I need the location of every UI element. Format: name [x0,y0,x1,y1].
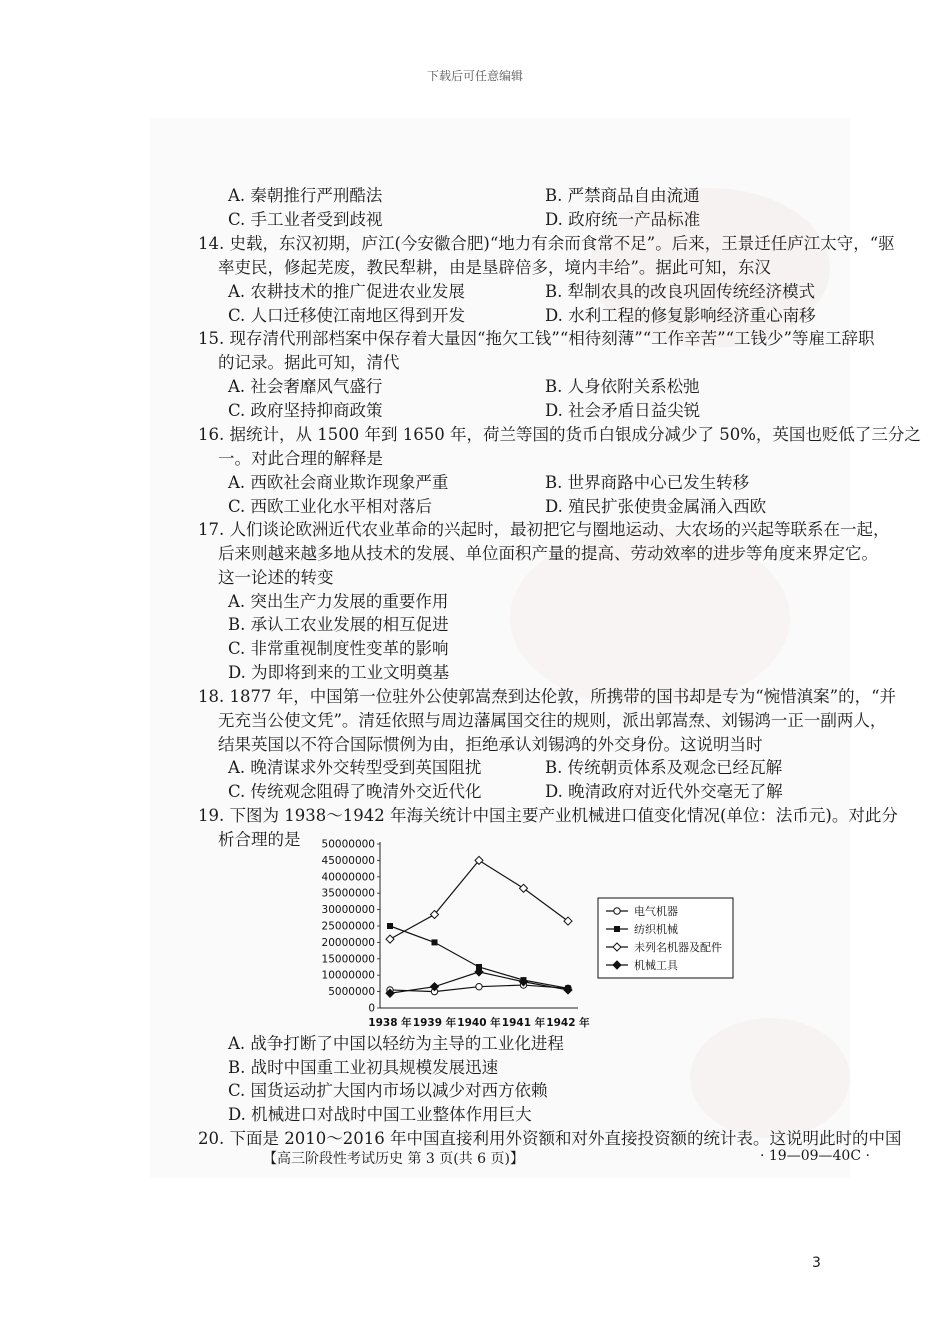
chart-legend [598,898,733,978]
text-line: 16. 据统计，从 1500 年到 1650 年，荷兰等国的货币白银成分减少了 50%，英国也贬低了三分之 [198,425,921,444]
x-tick-label: 1939 年 [412,1017,457,1029]
text-line: C. 政府坚持抑商政策 [228,401,383,420]
text-line: C. 传统观念阻碍了晚清外交近代化 [228,782,482,801]
y-tick-label: 50000000 [321,838,375,851]
text-line: D. 政府统一产品标准 [545,210,701,229]
chart-axes [322,839,591,1030]
text-line: 的记录。据此可知，清代 [218,353,400,372]
series-2 [386,856,572,943]
machinery-import-chart [318,836,738,1031]
series-line [390,926,568,988]
legend-label: 电气机器 [634,905,678,918]
text-line: C. 人口迁移使江南地区得到开发 [228,306,466,325]
text-line: D. 为即将到来的工业文明奠基 [228,663,450,682]
text-line: A. 突出生产力发展的重要作用 [228,592,449,611]
data-point [614,908,620,914]
text-line: A. 农耕技术的推广促进农业发展 [228,282,465,301]
text-line: B. 世界商路中心已发生转移 [545,473,750,492]
text-line: C. 西欧工业化水平相对落后 [228,497,433,516]
x-tick-label: 1941 年 [501,1017,546,1029]
legend-label: 纺织机械 [634,923,678,936]
legend-label: 机械工具 [634,959,678,972]
text-line: B. 犁制农具的改良巩固传统经济模式 [545,282,816,301]
text-line: 19. 下图为 1938～1942 年海关统计中国主要产业机械进口值变化情况(单位：法币元)。对此分 [198,806,898,825]
text-line: D. 机械进口对战时中国工业整体作用巨大 [228,1105,532,1124]
y-tick-label: 15000000 [321,953,375,966]
series-1 [387,923,571,991]
text-line: D. 水利工程的修复影响经济重心南移 [545,306,816,325]
text-line: A. 战争打断了中国以轻纺为主导的工业化进程 [228,1034,564,1053]
text-line: 后来则越来越多地从技术的发展、单位面积产量的提高、劳动效率的进步等角度来界定它。 [218,544,878,563]
y-tick-label: 25000000 [321,920,375,933]
text-line: C. 手工业者受到歧视 [228,210,383,229]
text-line: 析合理的是 [218,830,301,849]
x-tick-label: 1940 年 [457,1017,501,1029]
text-line: A. 晚清谋求外交转型受到英国阻扰 [228,758,482,777]
text-line: B. 承认工农业发展的相互促进 [228,615,449,634]
text-line: 18. 1877 年，中国第一位驻外公使郭嵩焘到达伦敦，所携带的国书却是专为“惋惜滇案”的，“并 [198,687,897,706]
text-line: B. 严禁商品自由流通 [545,186,700,205]
y-tick-label: 10000000 [321,969,375,982]
page-number: 3 [812,1255,821,1271]
y-tick-label: 30000000 [321,904,375,917]
text-line: A. 西欧社会商业欺诈现象严重 [228,473,449,492]
y-tick-label: 0 [368,1002,375,1015]
text-line: 一。对此合理的解释是 [218,449,383,468]
text-line: A. 社会奢靡风气盛行 [228,377,383,396]
text-line: C. 非常重视制度性变革的影响 [228,639,449,658]
text-line: 17. 人们谈论欧洲近代农业革命的兴起时，最初把它与圈地运动、大农场的兴起等联系在一起， [198,520,890,539]
y-tick-label: 45000000 [321,854,375,867]
y-tick-label: 35000000 [321,887,375,900]
text-line: 无充当公使文凭”。清廷依照与周边藩属国交往的规则，派出郭嵩焘、刘锡鸿一正一副两人， [218,711,887,730]
text-line: 结果英国以不符合国际惯例为由，拒绝承认刘锡鸿的外交身份。这说明当时 [218,735,763,754]
text-line: 这一论述的转变 [218,568,334,587]
text-line: D. 晚清政府对近代外交毫无了解 [545,782,783,801]
text-line: B. 战时中国重工业初具规模发展迅速 [228,1058,499,1077]
data-point [432,939,438,945]
chart-series [386,856,572,997]
footer-exam-info: 【高三阶段性考试历史 第 3 页(共 6 页)】 [263,1151,524,1167]
text-line: B. 传统朝贡体系及观念已经瓦解 [545,758,783,777]
text-line: B. 人身依附关系松弛 [545,377,700,396]
data-point [614,926,620,932]
data-point [476,983,482,989]
data-point [387,923,393,929]
y-tick-label: 5000000 [328,986,375,999]
x-tick-label: 1942 年 [546,1017,590,1029]
text-line: 率吏民，修起芜废，教民犁耕，由是垦辟倍多，境内丰给”。据此可知，东汉 [218,258,771,277]
series-3 [386,968,572,997]
text-line: 15. 现存清代刑部档案中保存着大量因“拖欠工钱”“相待刻薄”“工作辛苦”“工钱少”等雇工辞职 [198,329,875,348]
y-tick-label: 40000000 [321,871,375,884]
text-line: 20. 下面是 2010～2016 年中国直接利用外资额和对外直接投资额的统计表。这说明此时的中国 [198,1129,902,1148]
page-header: 下载后可任意编辑 [426,69,523,83]
series-line [390,860,568,939]
x-tick-label: 1938 年 [368,1017,412,1029]
data-point [386,935,394,943]
text-line: 14. 史载，东汉初期，庐江(今安徽合肥)“地力有余而食常不足”。后来，王景迁任庐江太守，“驱 [198,234,895,253]
legend-label: 未列名机器及配件 [634,941,722,954]
text-line: C. 国货运动扩大国内市场以减少对西方依赖 [228,1081,548,1100]
footer-code: · 19—09—40C · [760,1148,870,1164]
text-line: D. 社会矛盾日益尖锐 [545,401,701,420]
y-tick-label: 20000000 [321,936,375,949]
text-line: D. 殖民扩张使贵金属涌入西欧 [545,497,767,516]
text-line: A. 秦朝推行严刑酷法 [228,186,383,205]
